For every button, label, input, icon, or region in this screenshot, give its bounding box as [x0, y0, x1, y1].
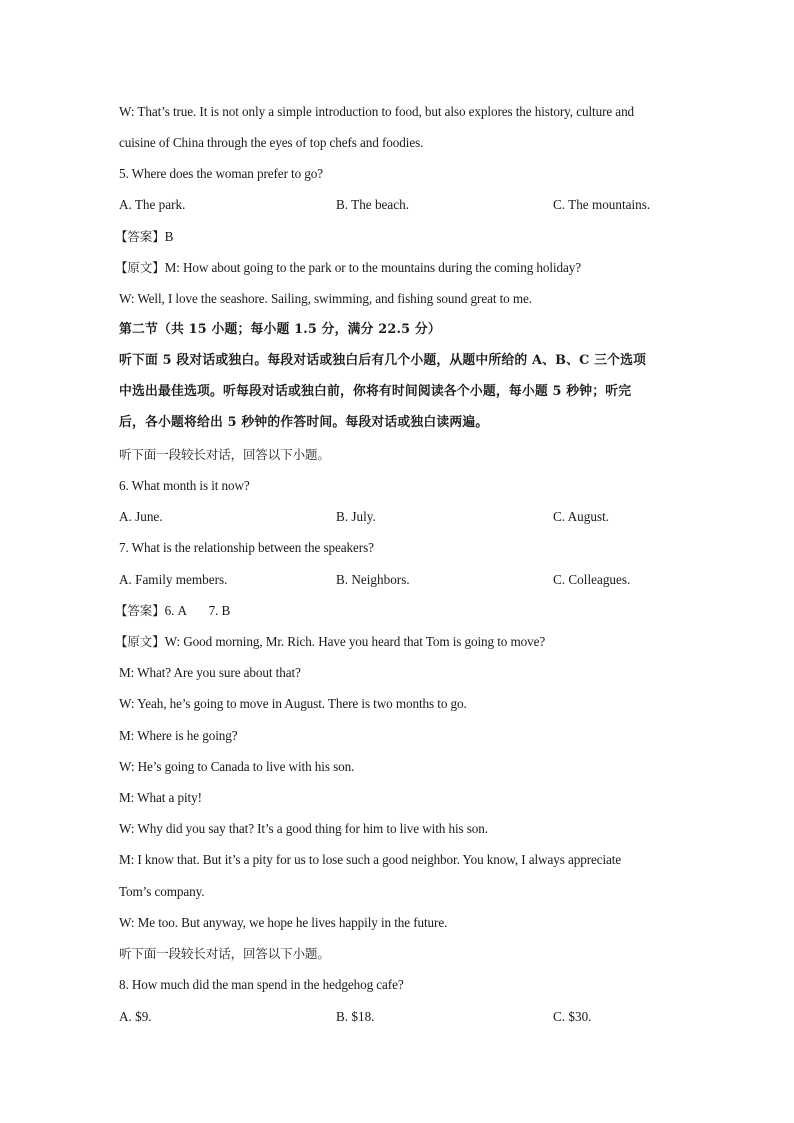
question-8: 8. How much did the man spend in the hedgehog cafe? [119, 977, 404, 992]
dialogue-line: W: He’s going to Canada to live with his son. [119, 759, 355, 774]
answer-label: 【答案】 [115, 603, 165, 618]
q8-option-c: C. $30. [553, 1009, 592, 1024]
dialogue-line: cuisine of China through the eyes of top chefs and foodies. [119, 135, 424, 150]
question-6: 6. What month is it now? [119, 478, 250, 493]
q8-option-a: A. $9. [119, 1009, 152, 1024]
script-text: M: How about going to the park or to the mountains during the coming holiday? [164, 260, 582, 275]
q5-option-a: A. The park. [119, 197, 186, 212]
q7-option-b: B. Neighbors. [336, 572, 410, 587]
script-text: W: Good morning, Mr. Rich. Have you heard that Tom is going to move? [164, 634, 546, 649]
dialogue-line: Tom’s company. [119, 884, 205, 899]
script-label: 【原文】 [115, 634, 165, 649]
listening-intro: 听下面一段较长对话，回答以下小题。 [119, 946, 330, 961]
q5-option-c: C. The mountains. [553, 197, 651, 212]
section-2-instructions: 后，各小题将给出 5 秒钟的作答时间。每段对话或独白读两遍。 [119, 415, 489, 430]
q7-option-c: C. Colleagues. [553, 572, 631, 587]
q7-option-a: A. Family members. [119, 572, 228, 587]
question-7: 7. What is the relationship between the speakers? [119, 540, 374, 555]
q5-option-b: B. The beach. [336, 197, 409, 212]
q8-option-b: B. $18. [336, 1009, 375, 1024]
listening-intro: 听下面一段较长对话，回答以下小题。 [119, 447, 330, 462]
answer-label: 【答案】 [115, 229, 165, 244]
q5-script-w: W: Well, I love the seashore. Sailing, swimming, and fishing sound great to me. [119, 291, 532, 306]
script-label: 【原文】 [115, 260, 165, 275]
section-2-title: 第二节（共 15 小题；每小题 1.5 分，满分 22.5 分） [119, 322, 441, 337]
answer-value: 6. A 7. B [164, 603, 231, 618]
dialogue-line: W: That’s true. It is not only a simple introduction to food, but also explores the history, culture and [119, 104, 635, 119]
q5-script-m [115, 259, 685, 277]
q6-option-a: A. June. [119, 509, 163, 524]
dialogue-line: W: Me too. But anyway, we hope he lives happily in the future. [119, 915, 448, 930]
section-2-instructions: 听下面 5 段对话或独白。每段对话或独白后有几个小题，从题中所给的 A、B、C 三个选项 [119, 353, 647, 368]
dialogue-line: M: What a pity! [119, 790, 202, 805]
dialogue-line: W: Yeah, he’s going to move in August. There is two months to go. [119, 696, 467, 711]
question-5: 5. Where does the woman prefer to go? [119, 166, 324, 181]
dialogue-line: M: What? Are you sure about that? [119, 665, 301, 680]
dialogue-line: M: I know that. But it’s a pity for us to lose such a good neighbor. You know, I always appreciate [119, 852, 622, 867]
q6-option-c: C. August. [553, 509, 610, 524]
q6-option-b: B. July. [336, 509, 376, 524]
q6-7-answer [115, 602, 685, 620]
dialogue-script-start [115, 633, 685, 651]
section-2-instructions: 中选出最佳选项。听每段对话或独白前，你将有时间阅读各个小题，每小题 5 秒钟；听完 [119, 384, 632, 399]
dialogue-line: M: Where is he going? [119, 728, 238, 743]
q5-answer [115, 228, 685, 246]
dialogue-line: W: Why did you say that? It’s a good thing for him to live with his son. [119, 821, 488, 836]
answer-value: B [164, 229, 174, 244]
